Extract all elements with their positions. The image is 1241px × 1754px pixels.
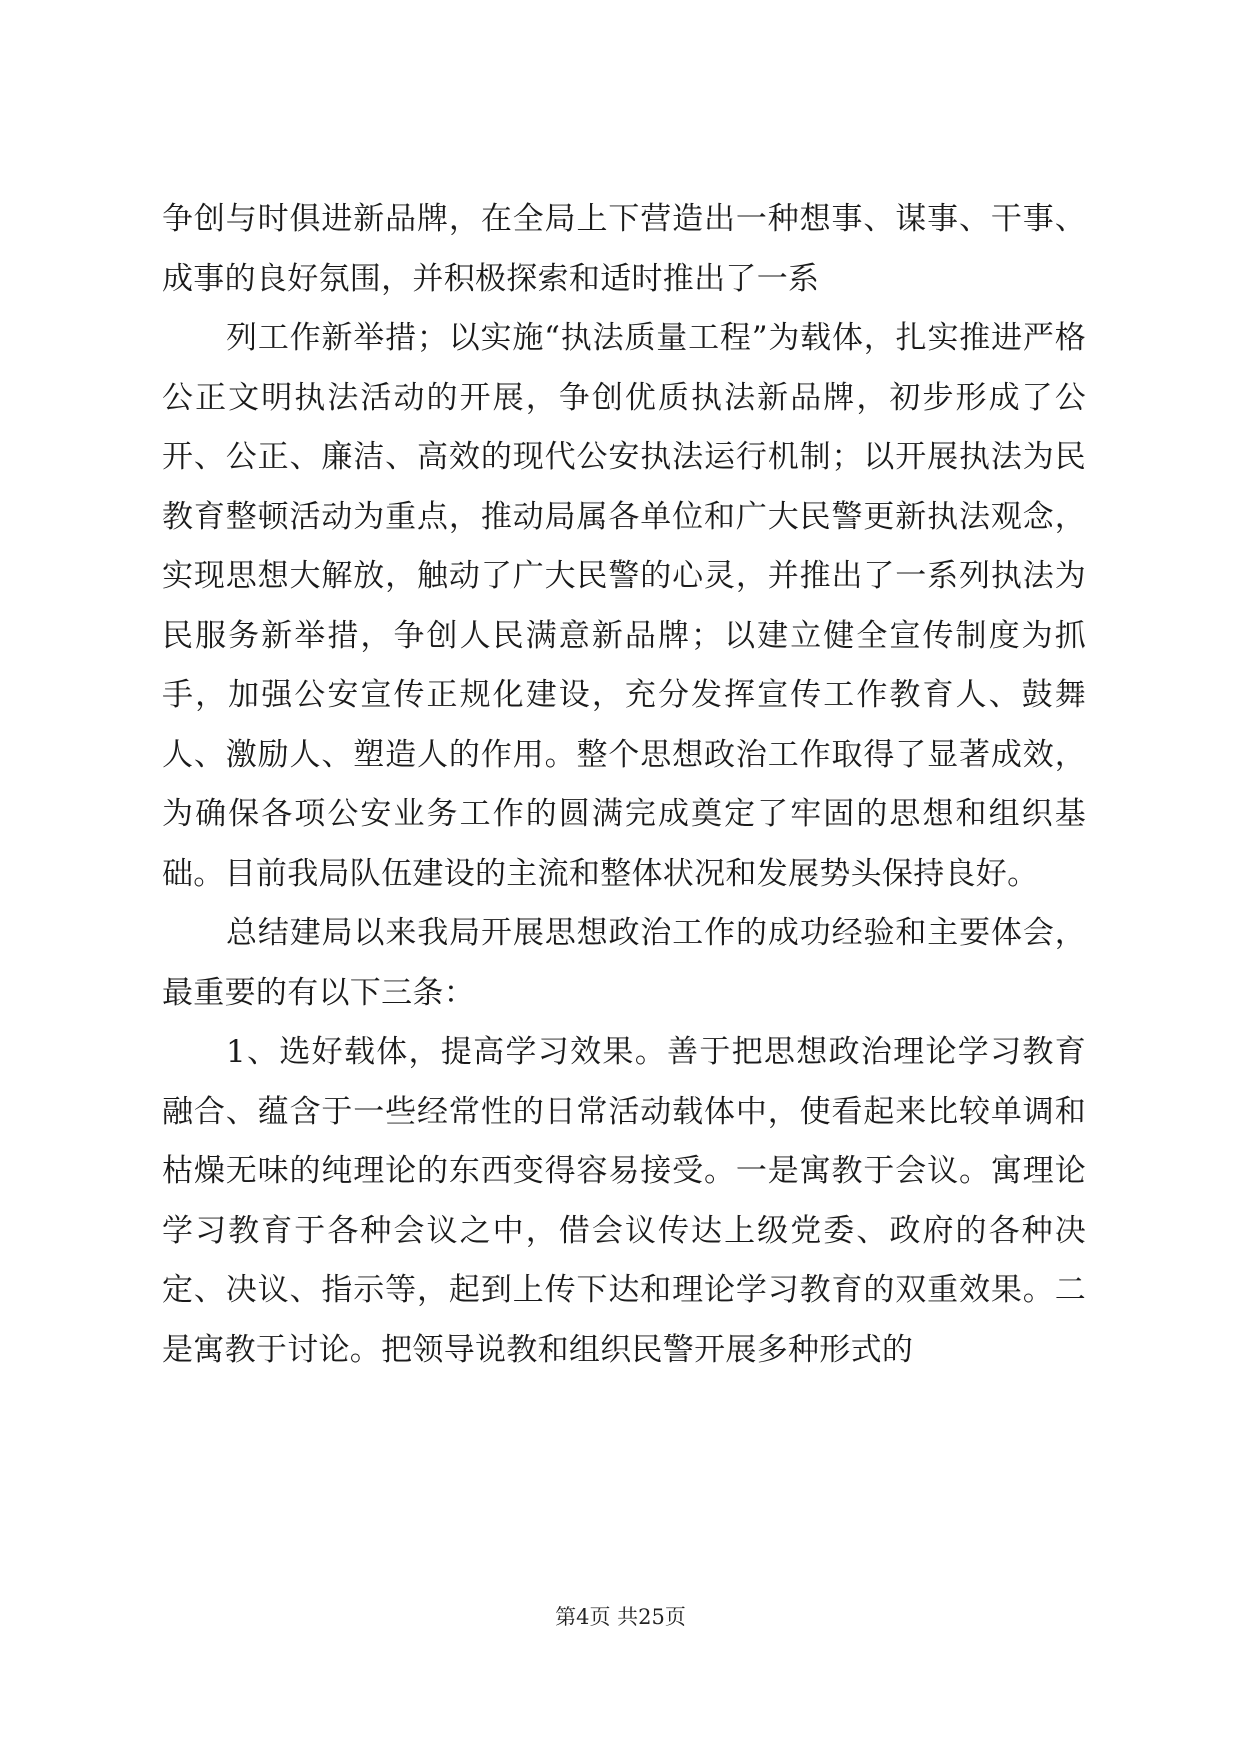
paragraph-2: 列工作新举措；以实施“执法质量工程”为载体，扎实推进严格公正文明执法活动的开展，争创优质执法新品牌，初步形成了公开、公正、廉洁、高效的现代公安执法运行机制；以开展执法为民教育整顿活动为重点，推动局属各单位和广大民警更新执法观念，实现思想大解放，触动了广大民警的心灵，并推出了一系列执法为民服务新举措，争创人民满意新品牌；以建立健全宣传制度为抓手，加强公安宣传正规化建设，充分发挥宣传工作教育人、鼓舞人、激励人、塑造人的作用。整个思想政治工作取得了显著成效，为确保各项公安业务工作的圆满完成奠定了牢固的思想和组织基础。目前我局队伍建设的主流和整体状况和发展势头保持良好。 [162,320,1086,892]
paragraph-1: 争创与时俱进新品牌，在全局上下营造出一种想事、谋事、干事、成事的良好氛围，并积极探索和适时推出了一系 [162,201,1086,297]
paragraph-4: 1、选好载体，提高学习效果。善于把思想政治理论学习教育融合、蕴含于一些经常性的日常活动载体中，使看起来比较单调和枯燥无味的纯理论的东西变得容易接受。一是寓教于会议。寓理论学习教育于各种会议之中，借会议传达上级党委、政府的各种决定、决议、指示等，起到上传下达和理论学习教育的双重效果。二是寓教于讨论。把领导说教和组织民警开展多种形式的 [162,1034,1086,1368]
paragraph-3: 总结建局以来我局开展思想政治工作的成功经验和主要体会，最重要的有以下三条： [162,915,1086,1011]
document-body [162,190,1086,1380]
page-number-footer: 第4页 共25页 [555,1605,686,1629]
